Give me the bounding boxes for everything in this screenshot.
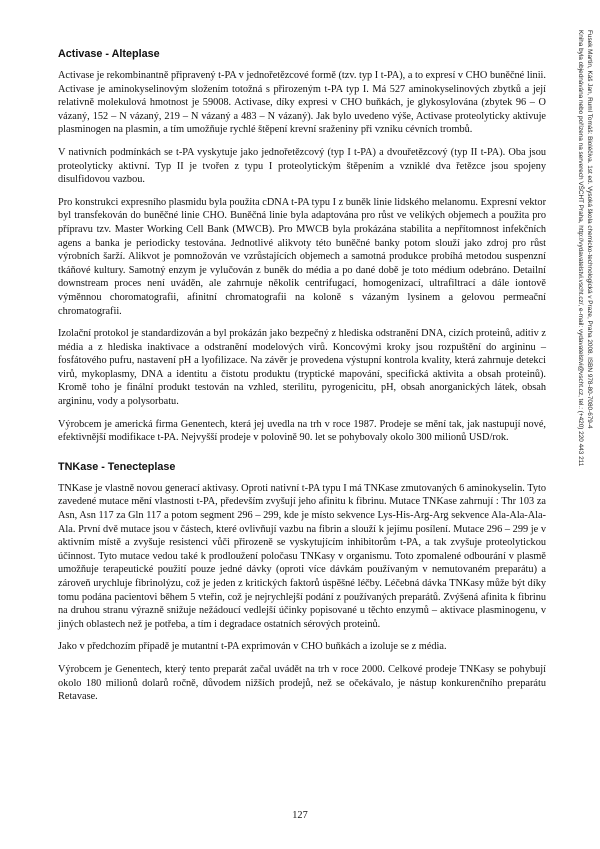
paragraph: V nativních podmínkách se t-PA vyskytuje jako jednořetězcový (typ I t-PA) a dvouřetězcový (typ II t-PA). Oba jsou proteolyticky aktivní. Typ II je tvořen z typu I proteolytickým štěpením a vzniklé dva řetězce jsou spojeny disulfidovou vazbou.	[58, 146, 546, 186]
paragraph: Výrobcem je americká firma Genentech, která jej uvedla na trh v roce 1987. Prodeje se mění tak, jak nastupují nové, efektivnější modifikace t-PA. Nejvyšší prodeje v polovině 90. let se pohybovaly okolo 300 milionů USD/rok.	[58, 418, 546, 444]
side-copyright-note	[576, 30, 593, 590]
paragraph: TNKase je vlastně novou generací aktivasy. Oproti nativní t-PA typu I má TNKase zmutovaných 6 aminokyselin. Tyto zavedené mutace mění vlastnosti t-PA, především zvyšují jeho afinitu k fibrinu. Mutace TNKase zahrnují : Thr 103 za Asn, Asn 117 za Gln 117 a potom segment 296 – 299, kde je místo sekvence Lys-His-Arg-Arg sekvence Ala-Ala-Ala-Ala. První dvě mutace jsou v částech, které ovlivňují vazbu na fibrin a slouží k jejímu posílení. Mutace 296 – 299 je v aktivním místě a zvyšuje resistenci vůči přirozeně se vyskytujícím inhibitorům t-PA, a tak zvyšuje proteolytickou účinnost. Tyto mutace vedou také k prodloužení poločasu TNKasy v organismu. Toto zpomalené odbourání v plasmě umožňuje terapeutické použití pouze jedné dávky (oproti více dávkám používaným v nemutovaném preparátu) a zároveň urychluje fibrinolýzu, což je jeden z kritických faktorů úspěšné léčby. Léčebná dávka TNKasy může být díky tomu podána pacientovi během 5 vteřin, což je nejrychlejší podání z používaných preparátů. Zvýšená afinita k fibrinu na druhou stranu výrazně snižuje nežádoucí vedlejší účinky popisované u těchto enzymů – aktivace plasminogenu, v jiných oblastech než je potřeba, a tím i degradace ostatních sérových proteinů.	[58, 482, 546, 630]
side-note-line: Fusek Martin, Káš Jan, Ruml Tomáš: Bioléčiva. 1st ed. Vysoká škola chemicko-technologická v Praze, Praha 2008. ISBN 978-80-7080-679-4	[586, 30, 593, 429]
section-title-activase: Activase - Alteplase	[58, 48, 160, 60]
section-title-tnkase: TNKase - Tenecteplase	[58, 460, 176, 473]
paragraph: Pro konstrukci expresního plasmidu byla použita cDNA t-PA typu I z buněk linie lidského melanomu. Expresní vektor byl transfekován do buněčné linie CHO. Buněčná linie byla adaptována pro růst ve velikých objemech a použita pro přípravu tzv. Master Working Cell Bank (MWCB). Pro MWCB byla prokázána stabilita a nepřítomnost infekčních agens a banka je periodicky testována. Jednotlivé alikvoty této buněčné banky potom slouží jako zdroj pro růst výrobních šarží. Alikvot je pomnožován ve vzrůstajících objemech a samotná produkce probíhá metodou suspenzní tkáňové kultury. Samotný enzym je vylučován z buněk do média a po dané době je toto médium odebráno. Detailní downstream proces není uváděn, ale zahrnuje několik centrifugací, homogenizací, ultrafiltrací a dále iontově výměnnou choromatografii, afinitní chromatografii na koloně s vázaným lysinem a gelovou permeační chromatografii.	[58, 196, 546, 317]
side-note-line: Kniha byla objednávána nebo pořízena na serverech VŠCHT Praha, http://vydavatelstvi.vscht.cz/, e-mail: vydavatelstvi@vscht.cz, tel.: (+420) 220 443 211	[577, 30, 585, 467]
paragraph: Izolační protokol je standardizován a byl prokázán jako bezpečný z hlediska odstranění DNA, cizích proteinů, aditiv z média a z hlediska inaktivace a odstranění modelových virů. Koncovými kroky jsou rozpuštění do argininu – fosfátového pufru, nastavení pH a lyofilizace. Na závěr je provedena výstupní kontrola kvality, která zahrnuje detekci virů, mykoplasmy, DNA a identitu a čistotu produktu (tryptické mapování, specifická aktivita a obsah proteinů). Kromě toho je finální produkt testován na vzhled, sterilitu, pyrogenicitu, pH, obsah anorganických látek, obsah argininu, vody a polysorbatu.	[58, 328, 546, 408]
paragraph: Jako v předchozím případě je mutantní t-PA exprimován v CHO buňkách a izoluje se z média.	[58, 641, 447, 653]
paragraph: Výrobcem je Genentech, který tento preparát začal uvádět na trh v roce 2000. Celkové prodeje TNKasy se pohybují okolo 180 milionů dolarů ročně, důvodem nižších prodejů, než se očekávalo, je nástup konkurenčního preparátu Retavase.	[58, 663, 546, 703]
page-number: 127	[292, 810, 308, 821]
paragraph: Activase je rekombinantně připravený t-PA v jednořetězcové formě (tzv. typ I t-PA), a to expresí v CHO buněčné linii. Activase je aminokyselinovým složením totožná s přirozeným t-PA typ I. Má 527 aminokyselinových zbytků a její relativně molekulová hmotnost je 59008. Activase, díky expresi v CHO buňkách, je glykosylována (zbytek 96 – O vázaný, 152 – N vázaný, 219 – N vázaný a 483 – N vázaný). Jak bylo uvedeno výše, Activase proteolyticky aktivuje plasminogen na plasmin, a tím umožňuje rychlé štěpení krevní sraženiny při vzniku cévních trombů.	[58, 70, 546, 136]
page-content	[58, 48, 546, 713]
